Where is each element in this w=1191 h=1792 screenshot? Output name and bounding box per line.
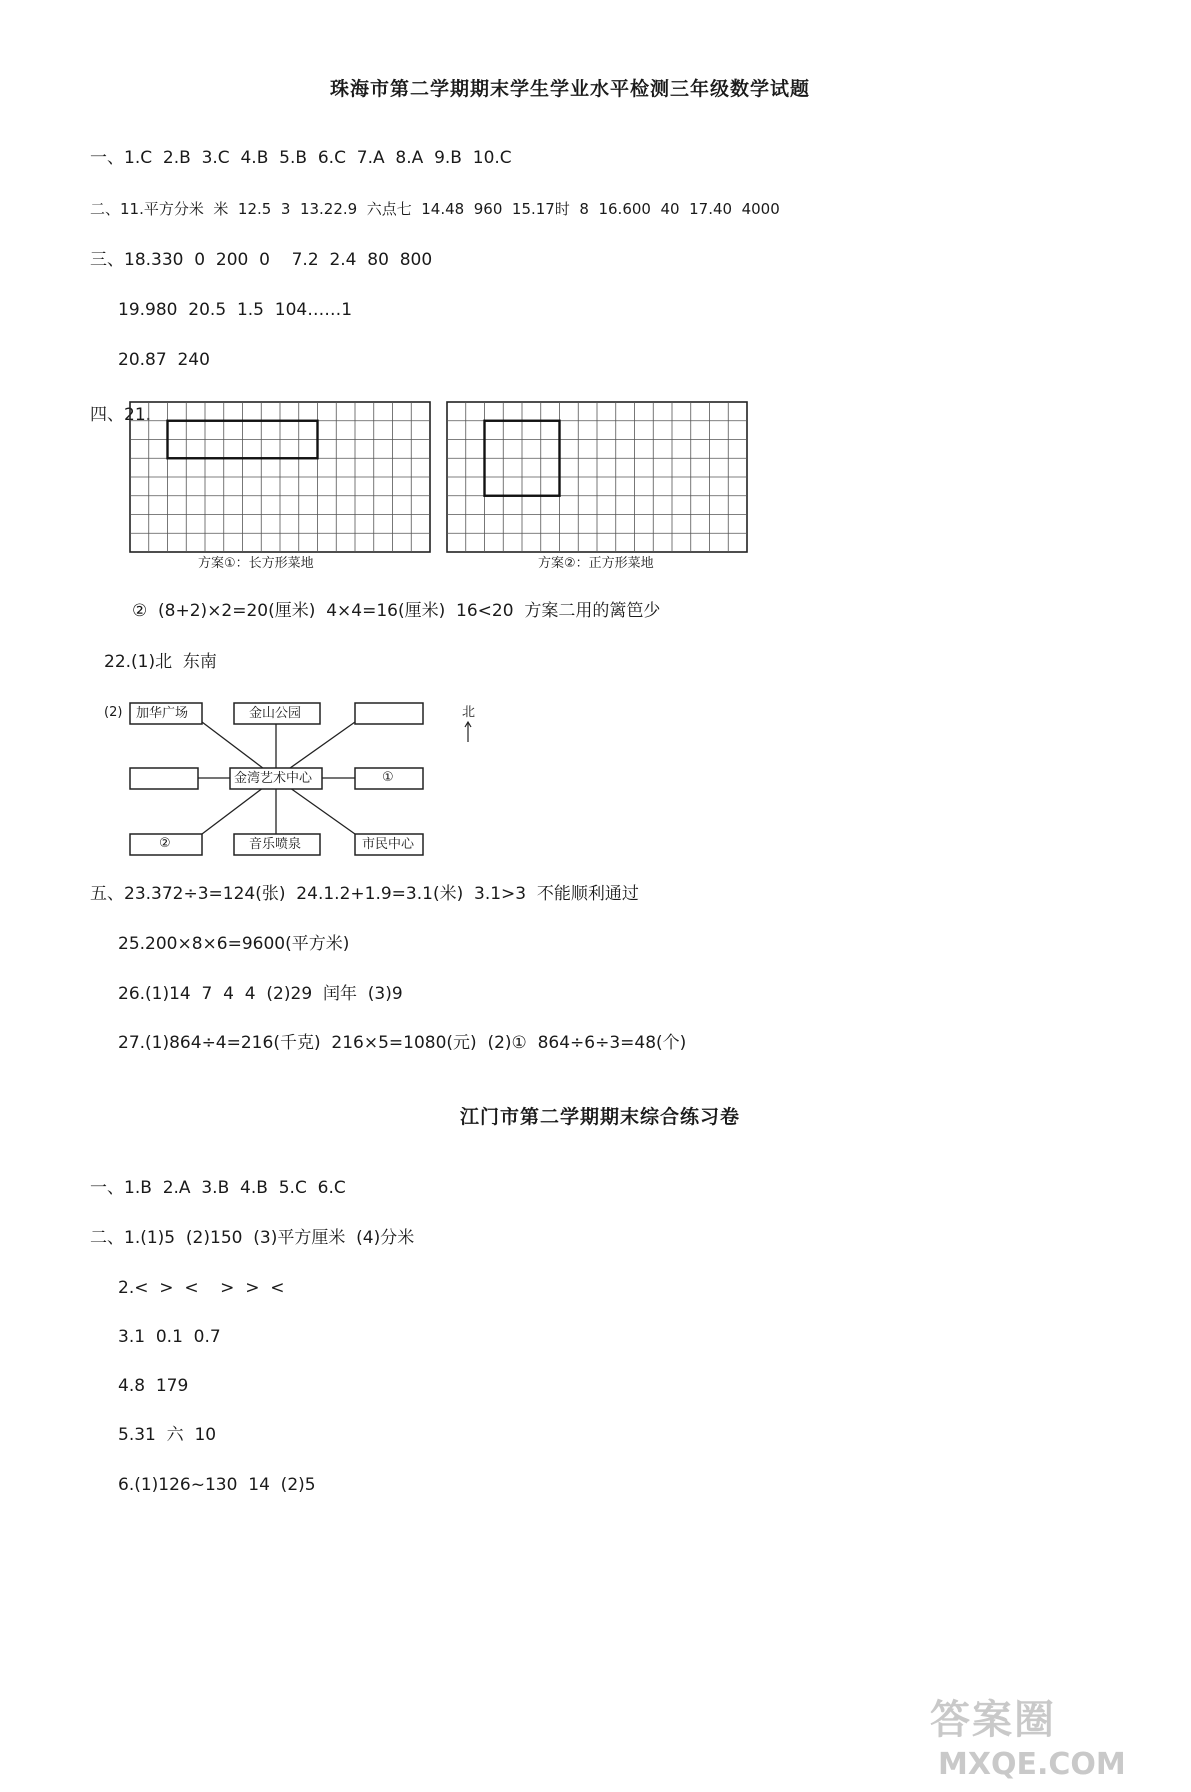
north-arrow-icon [465,722,471,742]
s2-answer-line-5: 4.8 179 [118,1376,189,1396]
answer-line-part2: 二、11.平方分米 米 12.5 3 13.22.9 六点七 14.48 960 15.17时 8 16.600 40 17.40 4000 [90,200,780,218]
q21-label: 四、21. [90,405,152,425]
q22-part2-label: (2) [104,705,123,720]
s2-answer-line-6: 5.31 六 10 [118,1425,217,1445]
s2-answer-line-1: 一、1.B 2.A 3.B 4.B 5.C 6.C [90,1178,346,1198]
answer-line-25: 25.200×8×6=9600(平方米) [118,934,350,954]
answer-line-part1: 一、1.C 2.B 3.C 4.B 5.B 6.C 7.A 8.A 9.B 10.C [90,148,512,168]
q21-answer: ② (8+2)×2=20(厘米) 4×4=16(厘米) 16<20 方案二用的篱笆少 [132,601,661,621]
map-label-nw: 加华广场 [136,706,189,721]
map-label-e: ① [382,770,394,785]
s2-answer-line-4: 3.1 0.1 0.7 [118,1327,221,1347]
s2-answer-line-2: 二、1.(1)5 (2)150 (3)平方厘米 (4)分米 [90,1228,415,1248]
map-label-center: 金湾艺术中心 [234,771,313,786]
answer-line-part3: 三、18.330 0 200 0 7.2 2.4 80 800 [90,250,433,270]
section1-title: 珠海市第二学期期末学生学业水平检测三年级数学试题 [330,78,811,100]
answer-line-20: 20.87 240 [118,350,210,370]
map-label-sw: ② [159,836,171,851]
section2-title: 江门市第二学期期末综合练习卷 [460,1106,741,1128]
caption-plan-1: 方案①：长方形菜地 [198,556,314,571]
q22-part1: 22.(1)北 东南 [104,652,217,672]
watermark-url: MXQE.COM [938,1747,1126,1782]
caption-plan-2: 方案②：正方形菜地 [538,556,654,571]
north-label: 北 [462,705,476,720]
answer-line-19: 19.980 20.5 1.5 104……1 [118,300,353,320]
map-label-s: 音乐喷泉 [249,837,302,852]
grid-plan-square [447,402,747,552]
answer-line-27: 27.(1)864÷4=216(千克) 216×5=1080(元) (2)① 864÷6÷3=48(个) [118,1033,687,1053]
map-label-se: 市民中心 [362,837,415,852]
watermark-logo: 答案圈 [930,1697,1056,1743]
map-label-n: 金山公园 [249,706,302,721]
s2-answer-line-7: 6.(1)126~130 14 (2)5 [118,1475,316,1495]
answer-line-26: 26.(1)14 7 4 4 (2)29 闰年 (3)9 [118,984,403,1004]
s2-answer-line-3: 2.< > < > > < [118,1278,285,1298]
grid-plan-rectangle [130,402,430,552]
answer-line-23-24: 五、23.372÷3=124(张) 24.1.2+1.9=3.1(米) 3.1>3 不能顺利通过 [90,884,639,904]
